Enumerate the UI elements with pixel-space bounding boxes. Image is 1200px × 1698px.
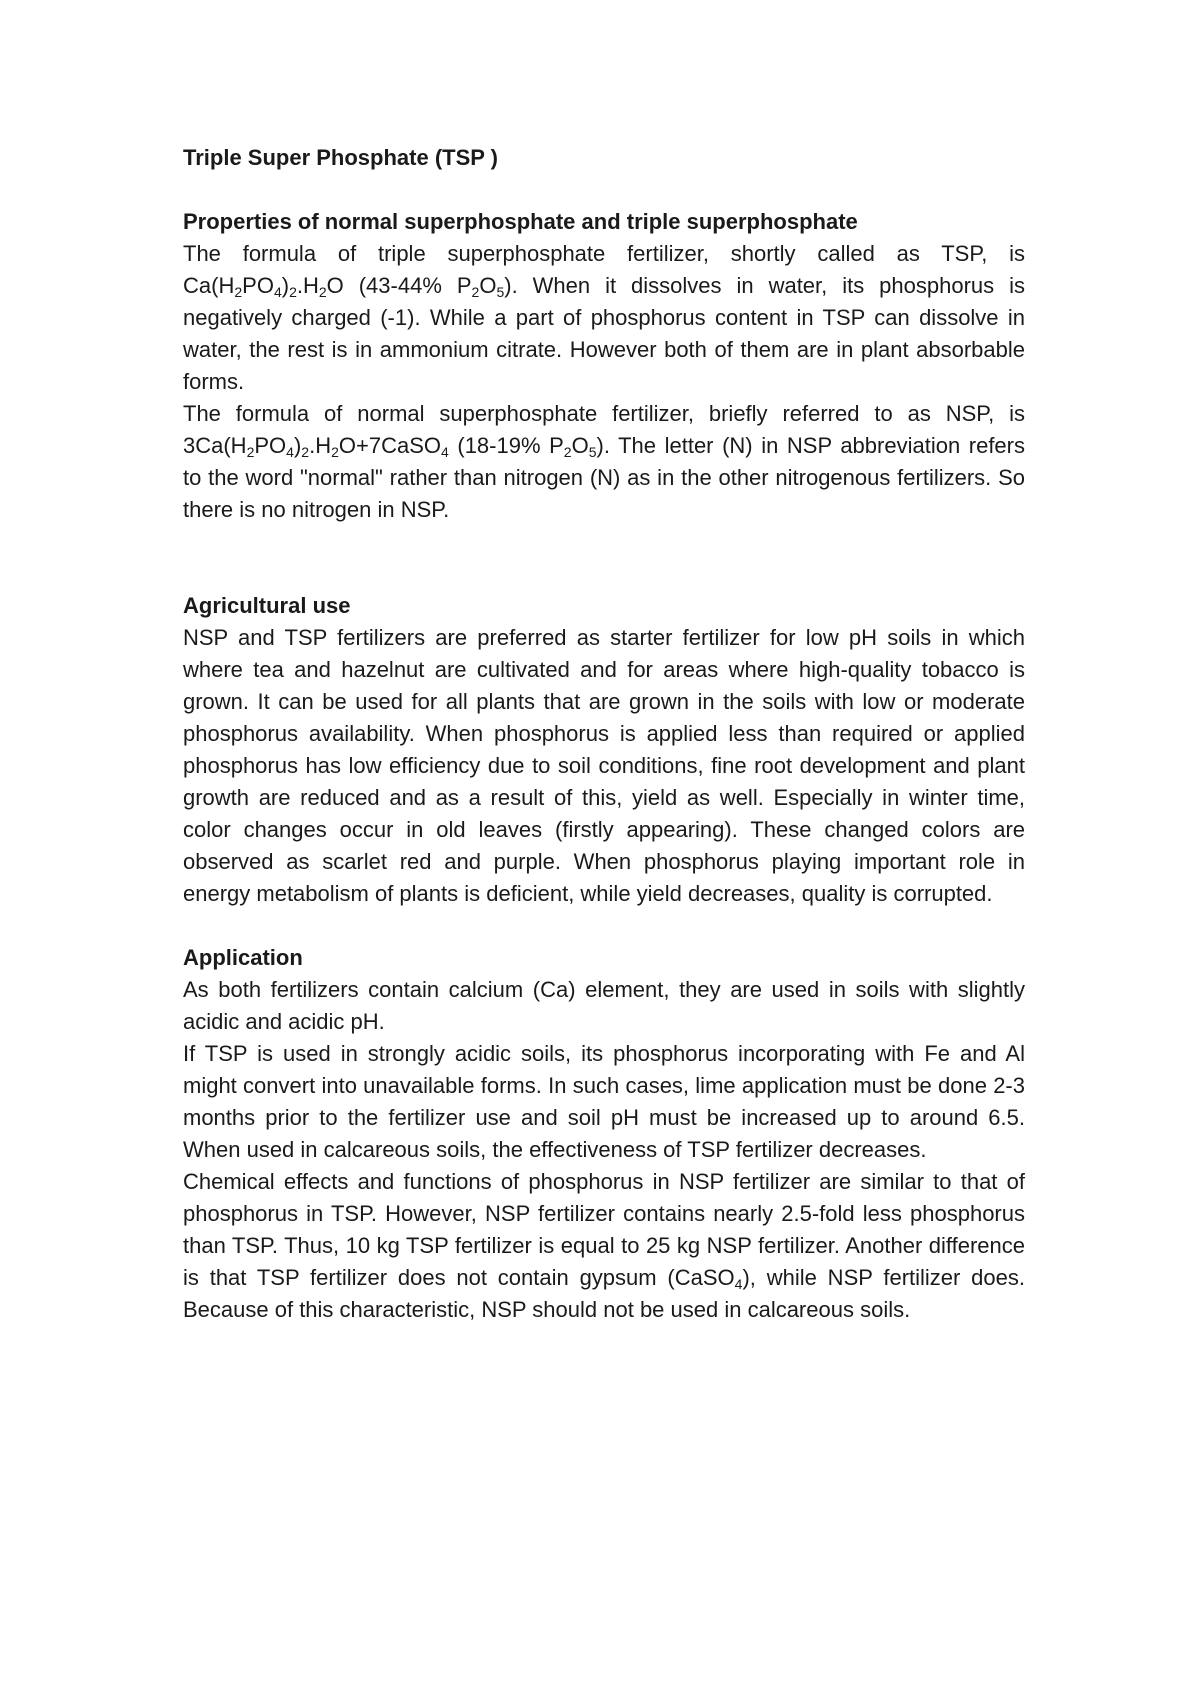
section-application [183, 942, 1025, 1326]
spacer [183, 910, 1025, 942]
document-title: Triple Super Phosphate (TSP ) [183, 145, 498, 170]
section-properties [183, 206, 1025, 526]
paragraph-application-acidic-soils: If TSP is used in strongly acidic soils, its phosphorus incorporating with Fe and Al might convert into unavailable forms. In such cases, lime application must be done 2-3 months prior to the fertilizer use and soil pH must be increased up to around 6.5. When used in calcareous soils, the effectiveness of TSP fertilizer decreases. [183, 1041, 1025, 1162]
paragraph-application-ph: As both fertilizers contain calcium (Ca) element, they are used in soils with slightly acidic and acidic pH. [183, 977, 1025, 1034]
section-heading-agricultural-use: Agricultural use [183, 593, 351, 618]
spacer [183, 174, 1025, 206]
paragraph-tsp-formula: The formula of triple superphosphate fertilizer, shortly called as TSP, is $Ca(H_2PO_4)_2.H_2O$ (43-44% $P_2O_5$). When it dissolves in water, its phosphorus is negatively charged (-1). While a part of phosphorus content in TSP can dissolve in water, the rest is in ammonium citrate. However both of them are in plant absorbable forms. [183, 241, 1026, 394]
paragraph-nsp-formula: The formula of normal superphosphate fertilizer, briefly referred to as NSP, is $3Ca(H_2PO_4)_2.H_2O+7CaSO_4$ (18-19% $P_2O_5$). The letter (N) in NSP abbreviation refers to the word "normal" rather than nitrogen (N) as in the other nitrogenous fertilizers. So there is no nitrogen in NSP. [183, 401, 1025, 522]
spacer [183, 526, 1025, 590]
section-heading-properties: Properties of normal superphosphate and triple superphosphate [183, 209, 858, 234]
section-heading-application: Application [183, 945, 303, 970]
section-agricultural-use [183, 590, 1025, 910]
paragraph-application-comparison: Chemical effects and functions of phosphorus in NSP fertilizer are similar to that of phosphorus in TSP. However, NSP fertilizer contains nearly 2.5-fold less phosphorus than TSP. Thus, 10 kg TSP fertilizer is equal to 25 kg NSP fertilizer. Another difference is that TSP fertilizer does not contain gypsum (CaSO$_4$), while NSP fertilizer does. Because of this characteristic, NSP should not be used in calcareous soils. [183, 1169, 1025, 1322]
document-page [183, 142, 1025, 1326]
paragraph-agricultural-use: NSP and TSP fertilizers are preferred as starter fertilizer for low pH soils in which where tea and hazelnut are cultivated and for areas where high-quality tobacco is grown. It can be used for all plants that are grown in the soils with low or moderate phosphorus availability. When phosphorus is applied less than required or applied phosphorus has low efficiency due to soil conditions, fine root development and plant growth are reduced and as a result of this, yield as well. Especially in winter time, color changes occur in old leaves (firstly appearing). These changed colors are observed as scarlet red and purple. When phosphorus playing important role in energy metabolism of plants is deficient, while yield decreases, quality is corrupted. [183, 625, 1025, 906]
